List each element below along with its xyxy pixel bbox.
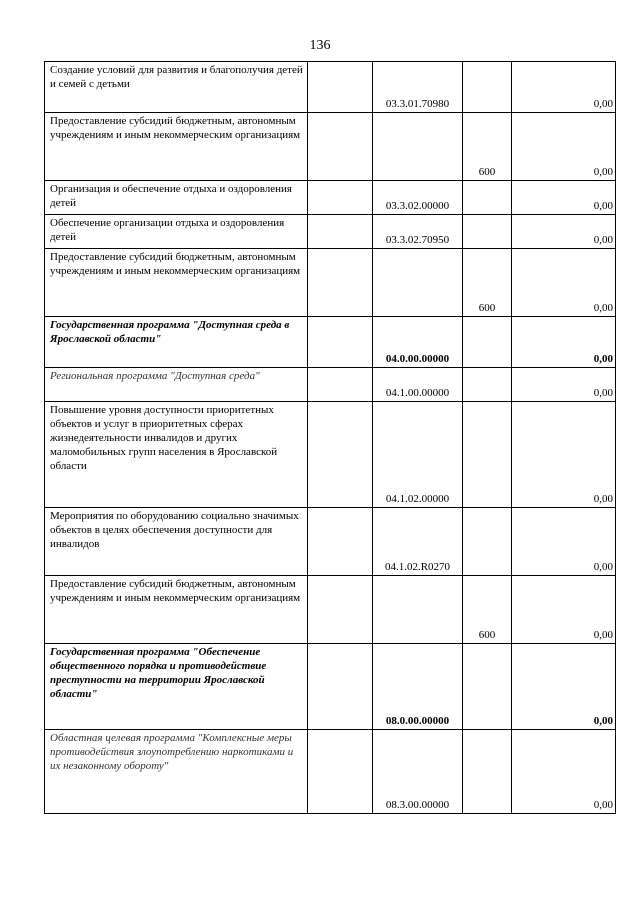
row-name: Обеспечение организации отдыха и оздоровления детей (45, 215, 308, 249)
row-vr (463, 508, 512, 576)
empty-cell (308, 730, 373, 814)
empty-cell (308, 62, 373, 113)
empty-cell (308, 249, 373, 317)
row-name: Региональная программа "Доступная среда" (45, 368, 308, 402)
row-sum: 0,00 (512, 249, 616, 317)
row-name: Предоставление субсидий бюджетным, автономным учреждениям и иным некоммерческим организациям (45, 576, 308, 644)
table-row (45, 215, 616, 249)
row-vr (463, 62, 512, 113)
row-vr (463, 317, 512, 368)
row-code: 04.0.00.00000 (373, 317, 463, 368)
row-vr (463, 402, 512, 508)
empty-cell (308, 368, 373, 402)
empty-cell (308, 402, 373, 508)
row-name: Областная целевая программа "Комплексные меры противодействия злоупотреблению наркотиками и их незаконному обороту" (45, 730, 308, 814)
row-vr (463, 368, 512, 402)
table-row (45, 181, 616, 215)
row-vr: 600 (463, 113, 512, 181)
row-sum: 0,00 (512, 215, 616, 249)
row-code (373, 113, 463, 181)
row-code: 03.3.02.00000 (373, 181, 463, 215)
row-sum: 0,00 (512, 508, 616, 576)
table-row (45, 317, 616, 368)
row-vr (463, 215, 512, 249)
table-row (45, 644, 616, 730)
empty-cell (308, 508, 373, 576)
empty-cell (308, 181, 373, 215)
budget-table (44, 61, 616, 814)
row-code: 08.0.00.00000 (373, 644, 463, 730)
row-sum: 0,00 (512, 644, 616, 730)
row-sum: 0,00 (512, 402, 616, 508)
empty-cell (308, 113, 373, 181)
row-vr (463, 644, 512, 730)
row-code: 03.3.02.70950 (373, 215, 463, 249)
row-code: 04.1.02.R0270 (373, 508, 463, 576)
table-row (45, 730, 616, 814)
row-vr (463, 181, 512, 215)
row-name: Организация и обеспечение отдыха и оздоровления детей (45, 181, 308, 215)
row-sum: 0,00 (512, 730, 616, 814)
table-row (45, 62, 616, 113)
row-vr: 600 (463, 576, 512, 644)
row-name: Повышение уровня доступности приоритетных объектов и услуг в приоритетных сферах жизнедеятельности инвалидов и других маломобильных групп населения в Ярославской области (45, 402, 308, 508)
row-sum: 0,00 (512, 181, 616, 215)
row-name: Предоставление субсидий бюджетным, автономным учреждениям и иным некоммерческим организациям (45, 249, 308, 317)
row-code (373, 576, 463, 644)
row-name: Государственная программа "Обеспечение общественного порядка и противодействие преступности на территории Ярославской области" (45, 644, 308, 730)
row-code: 04.1.00.00000 (373, 368, 463, 402)
row-name: Мероприятия по оборудованию социально значимых объектов в целях обеспечения доступности для инвалидов (45, 508, 308, 576)
row-sum: 0,00 (512, 368, 616, 402)
table-row (45, 368, 616, 402)
row-code: 08.3.00.00000 (373, 730, 463, 814)
row-vr: 600 (463, 249, 512, 317)
row-code (373, 249, 463, 317)
row-sum: 0,00 (512, 62, 616, 113)
row-code: 04.1.02.00000 (373, 402, 463, 508)
empty-cell (308, 215, 373, 249)
row-sum: 0,00 (512, 113, 616, 181)
row-sum: 0,00 (512, 576, 616, 644)
table-row (45, 113, 616, 181)
empty-cell (308, 644, 373, 730)
row-sum: 0,00 (512, 317, 616, 368)
row-name: Создание условий для развития и благополучия детей и семей с детьми (45, 62, 308, 113)
empty-cell (308, 317, 373, 368)
table-row (45, 576, 616, 644)
row-name: Предоставление субсидий бюджетным, автономным учреждениям и иным некоммерческим организациям (45, 113, 308, 181)
table-row (45, 402, 616, 508)
row-name: Государственная программа "Доступная среда в Ярославской области" (45, 317, 308, 368)
row-vr (463, 730, 512, 814)
empty-cell (308, 576, 373, 644)
row-code: 03.3.01.70980 (373, 62, 463, 113)
table-row (45, 508, 616, 576)
page-number: 136 (309, 38, 331, 53)
table-row (45, 249, 616, 317)
